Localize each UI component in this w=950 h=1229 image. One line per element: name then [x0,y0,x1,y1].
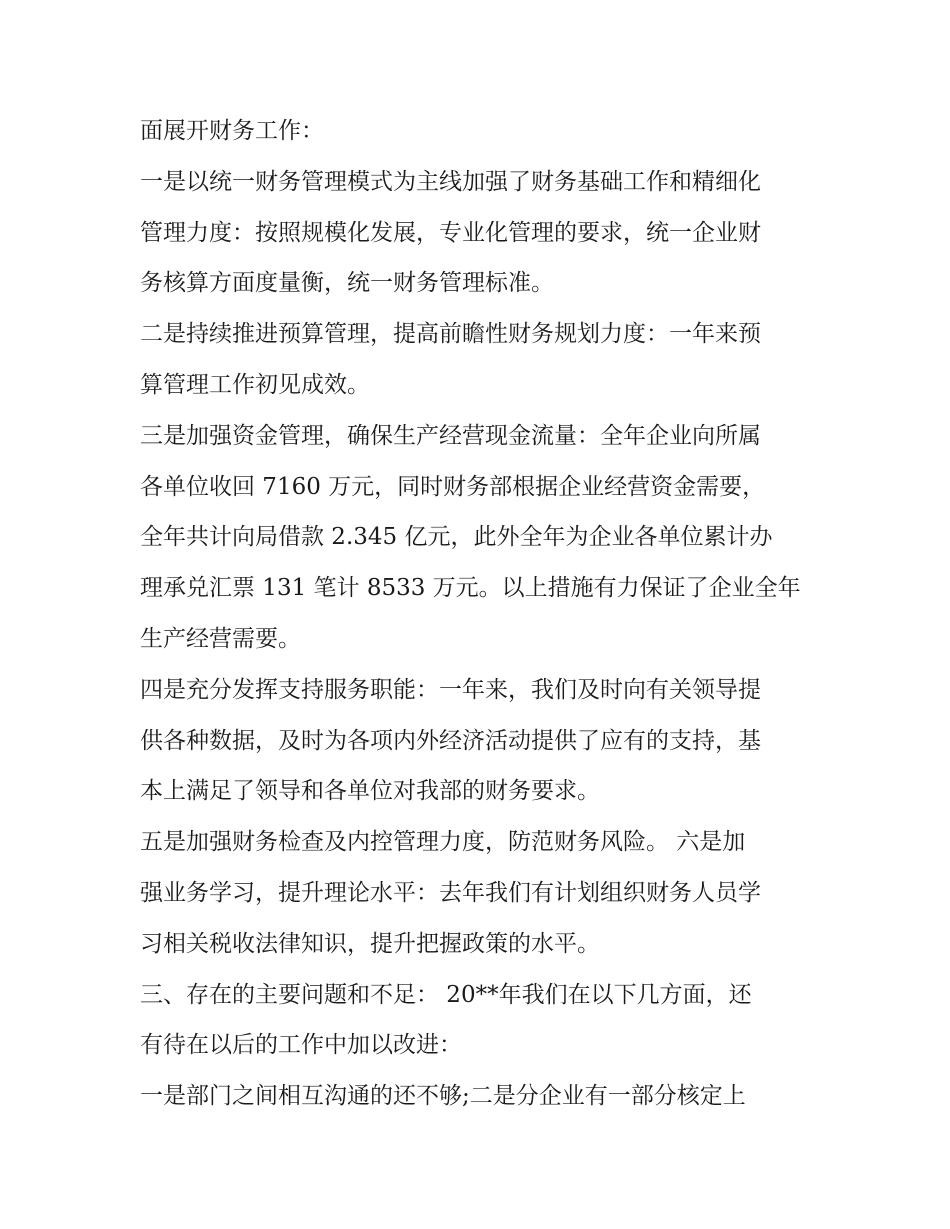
text-line: 习相关税收法律知识，提升把握政策的水平。 [140,930,600,957]
text-line: 有待在以后的工作中加以改进： [140,1032,462,1059]
text-line: 面展开财务工作： [140,118,324,144]
text-line: 理承兑汇票 131 笔计 8533 万元。以上措施有力保证了企业全年 [140,575,801,602]
text-line: 算管理工作初见成效。 [140,371,370,398]
text-line: 生产经营需要。 [140,625,301,652]
text-line: 务核算方面度量衡，统一财务管理标准。 [140,270,554,297]
text-line: 本上满足了领导和各单位对我部的财务要求。 [140,778,600,805]
text-line: 五是加强财务检查及内控管理力度，防范财务风险。 六是加 [140,829,746,856]
text-line: 三、存在的主要问题和不足： 20**年我们在以下几方面，还 [140,981,752,1008]
text-line: 二是持续推进预算管理，提高前瞻性财务规划力度：一年来预 [140,321,761,348]
document-body [140,108,820,1124]
text-line: 一是部门之间相互沟通的还不够;二是分企业有一部分核定上 [140,1083,746,1110]
text-line: 全年共计向局借款 2.345 亿元，此外全年为企业各单位累计办 [140,524,773,551]
text-line: 三是加强资金管理，确保生产经营现金流量：全年企业向所属 [140,422,761,449]
text-line: 强业务学习，提升理论水平：去年我们有计划组织财务人员学 [140,879,761,906]
text-line: 四是充分发挥支持服务职能：一年来，我们及时向有关领导提 [140,676,761,703]
text-line: 各单位收回 7160 万元，同时财务部根据企业经营资金需要， [140,473,766,500]
text-line: 管理力度：按照规模化发展，专业化管理的要求，统一企业财 [140,219,761,246]
text-line: 一是以统一财务管理模式为主线加强了财务基础工作和精细化 [140,168,761,195]
text-line: 供各种数据，及时为各项内外经济活动提供了应有的支持，基 [140,727,761,754]
